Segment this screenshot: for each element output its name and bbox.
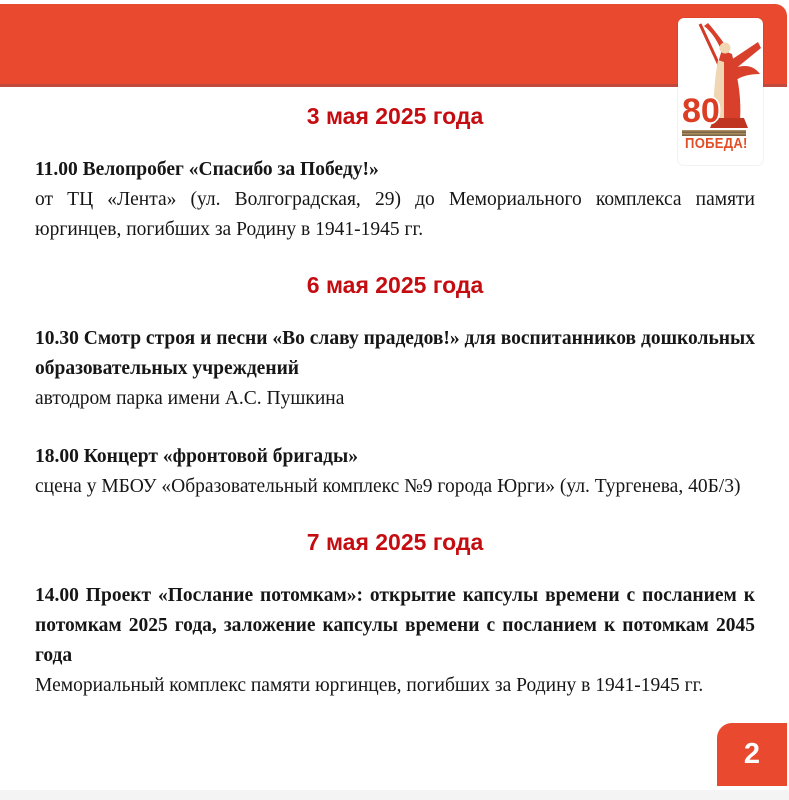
event-details: сцена у МБОУ «Образовательный комплекс №9 города Юрги» (ул. Тургенева, 40Б/3) (35, 476, 741, 497)
event-title: 11.00 Велопробег «Спасибо за Победу!» (35, 159, 379, 180)
page-number-badge (717, 723, 787, 786)
date-heading: 6 мая 2025 года (306, 272, 484, 298)
anniversary-number: 80 (682, 92, 720, 130)
event-item (35, 581, 755, 701)
section-may-7 (35, 529, 755, 701)
event-title: 10.30 Смотр строя и песни «Во славу прадедов!» для воспитанников дошкольных образовательных учреждений (35, 328, 755, 379)
schedule-content (35, 87, 755, 701)
top-header-bar (0, 4, 787, 87)
event-item (35, 324, 755, 414)
section-may-3 (35, 103, 755, 245)
footer-bar (0, 790, 789, 800)
event-item (35, 155, 755, 245)
event-details: Мемориальный комплекс памяти юргинцев, погибших за Родину в 1941-1945 гг. (35, 675, 704, 696)
event-item (35, 442, 755, 502)
event-title: 18.00 Концерт «фронтовой бригады» (35, 446, 359, 467)
date-heading: 3 мая 2025 года (306, 103, 484, 129)
page-number: 2 (743, 738, 761, 770)
event-details: от ТЦ «Лента» (ул. Волгоградская, 29) до Мемориального комплекса памяти юргинцев, погибших за Родину в 1941-1945 гг. (35, 189, 755, 240)
date-heading: 7 мая 2025 года (306, 529, 484, 555)
event-title: 14.00 Проект «Послание потомкам»: открытие капсулы времени с посланием к потомкам 2025 года, заложение капсулы времени с посланием к потомкам 2045 года (35, 585, 755, 666)
victory-80-logo (678, 18, 763, 165)
section-may-6 (35, 272, 755, 502)
event-details: автодром парка имени А.С. Пушкина (35, 388, 345, 409)
victory-word: ПОБЕДА! (685, 136, 748, 152)
